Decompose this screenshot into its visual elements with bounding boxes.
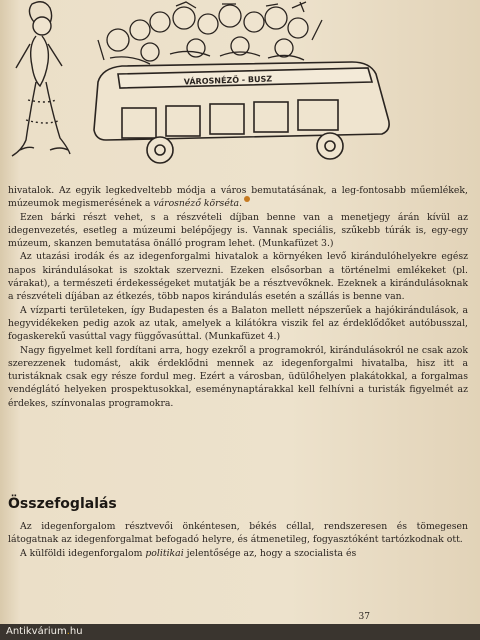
paragraphs-paragraph xyxy=(8,211,468,251)
paragraphs-paragraph xyxy=(8,344,468,410)
paragraph-text: hivatalok. Az egyik legkedveltebb módja a város bemutatásának, a leg-fontosabb műemlékek, múzeumok megismerésének a xyxy=(8,185,468,210)
paragraph-text: Az idegenforgalom résztvevői önkéntesen, békés céllal, rendszeresen és tömegesen látogatnak az idegenforgalmat befogadó helyre, és átmenetileg, fogyasztóként tartózkodnak ott. xyxy=(8,521,468,546)
paragraphs-paragraph xyxy=(8,304,468,344)
paragraphs-paragraph xyxy=(8,184,468,211)
paragraph-text: Nagy figyelmet kell fordítani arra, hogy ezekről a programokról, kirándulásokról ne csak azok szerezzenek tudomást, akik érdeklődni mennek az idegenforgalmi hivatalba, hisz itt a turistáknak csak egy része fordul meg. Ezért a városban, üdülőhelyen plakátokkal, a forgalmas vendéglátó helyeken prospektusokkal, eseménynaptárakkal kell felhívni a turisták figyelmét az érdekes, színvonalas programokra. xyxy=(8,344,468,409)
paragraph-text: jelentősége az, hogy a szocialista és xyxy=(183,547,357,559)
summary-paragraph xyxy=(8,520,468,547)
italic-text: városnéző körséta xyxy=(153,198,240,210)
summary-text xyxy=(8,520,468,560)
paragraph-text: Ezen bárki részt vehet, s a részvételi díjban benne van a menetjegy árán kívül az idegenvezetés, esetleg a múzeumi belépőjegy is. Vannak speciális, szűkebb túrák is, egy-egy múzeum, skanzen bemutatása önálló program lehet. (Munkafüzet 3.) xyxy=(8,211,468,250)
section-heading: Összefoglalás xyxy=(8,496,117,512)
paragraph-text: A külföldi idegenforgalom xyxy=(20,547,146,559)
summary-paragraph xyxy=(8,547,468,560)
page-number: 37 xyxy=(358,612,370,622)
paragraph-text: . xyxy=(239,198,243,210)
watermark-left: Antikvárium xyxy=(6,626,67,637)
paragraphs-paragraph xyxy=(8,250,468,303)
watermark-bar xyxy=(0,624,480,640)
watermark-dot: . xyxy=(66,626,70,637)
bus-sign: VÁROSNÉZŐ - BUSZ xyxy=(183,74,273,87)
tourist-bus-illustration xyxy=(0,0,480,180)
tourist-crowd xyxy=(98,2,322,64)
italic-text: politikai xyxy=(145,547,184,559)
body-text xyxy=(8,184,468,410)
woman-figure xyxy=(12,2,70,156)
paragraph-text: Az utazási irodák és az idegenforgalmi hivatalok a környéken levő kirándulóhelyekre egész napos kirándulásokat is szoktak szervezni. Ezeken elsősorban a történelmi emlékeket (pl. várakat), a természeti érdekességeket mutatják be a résztvevőknek. Ezeknek a kirándulásoknak a részvételi díjában az étkezés, több napos kirándulás esetén a szállás is benne van. xyxy=(8,251,468,303)
paragraph-text: A vízparti területeken, így Budapesten és a Balaton mellett népszerűek a hajókirándulások, a hegyvidékeken pedig azok az utak, amelyek a kilátókra viszik fel az érdeklődőket autóbusszal, fogaskerekű vasúttal vagy függővasúttal. (Munkafüzet 4.) xyxy=(8,304,468,343)
watermark-right: hu xyxy=(69,626,83,637)
